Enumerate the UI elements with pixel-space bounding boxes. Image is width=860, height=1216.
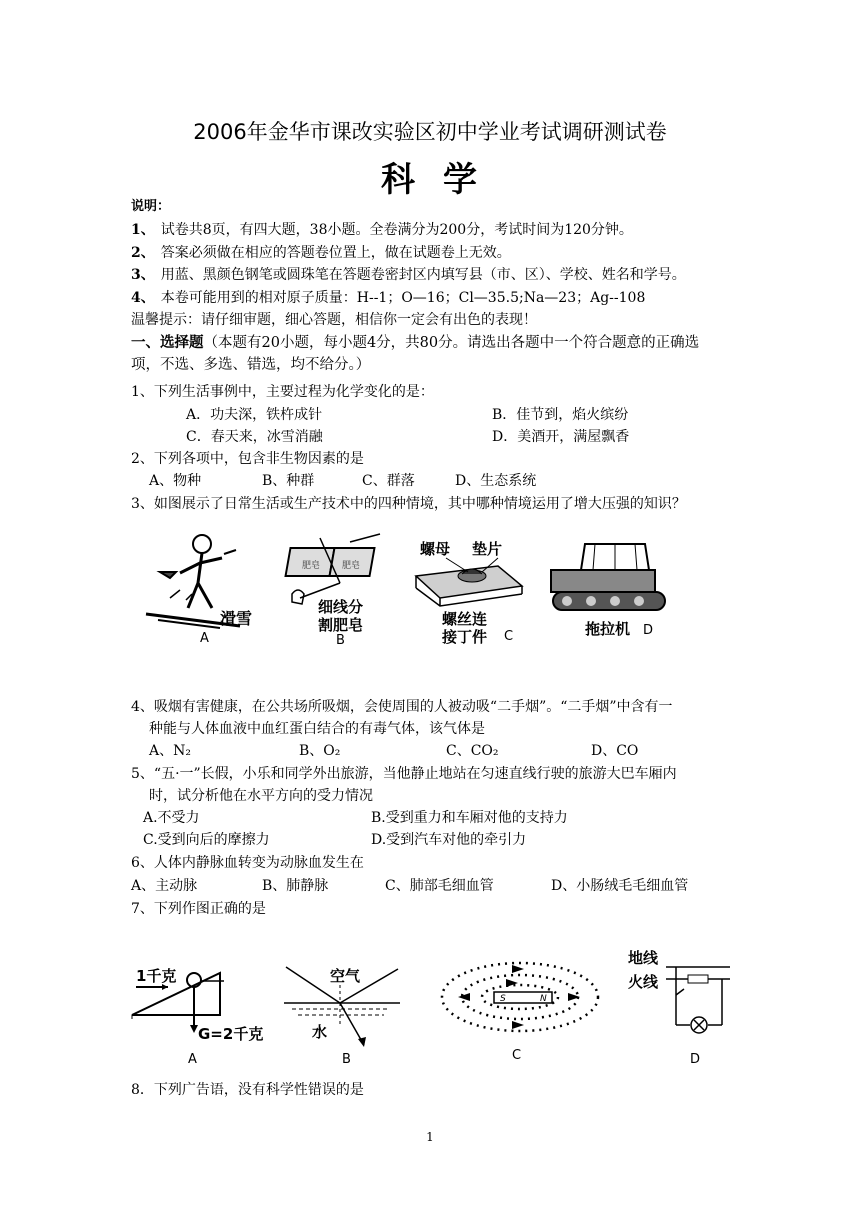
q1-option-d: D．美酒开，满屋飘香 [492,429,630,445]
instruction-item: 4、 本卷可能用到的相对原子质量：H--1；O—16；Cl—35.5;Na—23；Ag--108 [131,290,646,306]
q3-d-caption: 拖拉机 [585,620,631,638]
q3-a-caption: 滑雪 [220,609,253,628]
question-7-stem: 7、下列作图正确的是 [131,901,266,917]
section-heading: 一、选择题（本题有20小题，每小题4分，共80分。请选出各题中一个符合题意的正确选 [131,334,700,351]
q7-figure-b [280,955,405,1067]
q7-b-water: 水 [312,1023,328,1041]
q1-option-a: A．功夫深，铁杵成针 [186,407,323,423]
q2-option-d: D、生态系统 [455,473,537,489]
question-4-line-1: 4、吸烟有害健康，在公共场所吸烟，会使周围的人被动吸“二手烟”。“二手烟”中含有一 [131,699,673,715]
question-5-line-2: 时，试分析他在水平方向的受力情况 [149,788,373,804]
q7-b-letter: B [342,1052,351,1067]
instructions-tip: 温馨提示：请仔细审题，细心答题，相信你一定会有出色的表现！ [131,312,537,328]
q5-option-d: D.受到汽车对他的牵引力 [371,832,527,848]
q7-figure-c [436,955,606,1067]
q3-c-letter: C [504,629,514,644]
q3-figure-b [280,528,400,646]
q3-b-letter: B [336,633,345,646]
q7-b-air: 空气 [330,967,361,985]
q5-option-b: B.受到重力和车厢对他的支持力 [371,810,568,826]
question-1-stem: 1、下列生活事例中，主要过程为化学变化的是： [131,384,434,400]
q6-option-d: D、小肠绒毛毛细血管 [551,878,689,894]
question-8-stem: 8．下列广告语，没有科学性错误的是 [131,1082,364,1098]
q6-option-b: B、肺静脉 [262,878,329,894]
q5-option-a: A.不受力 [143,810,200,826]
q4-option-d: D、CO [591,743,639,759]
q4-option-b: B、O₂ [299,743,341,759]
q2-option-a: A、物种 [149,473,202,489]
q3-c-bottom-1: 螺丝连 [442,610,488,628]
q2-option-c: C、群落 [362,473,415,489]
instruction-item: 1、 试卷共8页，有四大题，38小题。全卷满分为200分，考试时间为120分钟。 [131,222,633,238]
question-5-line-1: 5、“五·一”长假，小乐和同学外出旅游，当他静止地站在匀速直线行驶的旅游大巴车厢内 [131,766,677,782]
q3-b-caption-2: 割肥皂 [318,616,364,634]
question-6-stem: 6、人体内静脉血转变为动脉血发生在 [131,855,364,871]
q1-option-b: B．佳节到，焰火缤纷 [492,407,629,423]
q7-c-n: N [540,994,547,1004]
q7-a-bottom: G=2千克 [198,1025,264,1043]
question-2-stem: 2、下列各项中，包含非生物因素的是 [131,451,364,467]
q7-c-letter: C [512,1048,522,1063]
q7-a-letter: A [188,1052,197,1067]
q3-figure-c [412,536,532,646]
q4-option-a: A、N₂ [149,743,191,759]
q3-figure-a [140,528,260,646]
q7-d-ground: 地线 [628,949,659,967]
q7-a-top: 1千克 [136,967,177,985]
instruction-item: 3、 用蓝、黑颜色钢笔或圆珠笔在答题卷密封区内填写县（市、区）、学校、姓名和学号。 [131,267,686,283]
q6-option-c: C、肺部毛细血管 [385,878,494,894]
instructions-heading: 说明： [131,199,171,214]
q3-a-letter: A [200,631,209,646]
section-description: 项，不选、多选、错选，均不给分。） [131,357,371,373]
q4-option-c: C、CO₂ [446,743,499,759]
question-4-line-2: 种能与人体血液中血红蛋白结合的有毒气体，该气体是 [149,721,485,737]
q3-d-letter: D [643,623,654,638]
q2-option-b: B、种群 [262,473,315,489]
question-3-stem: 3、如图展示了日常生活或生产技术中的四种情境，其中哪种情境运用了增大压强的知识？ [131,496,686,512]
subject-title: 科学 [381,160,505,200]
q7-figure-a [128,955,268,1067]
exam-title: 2006年金华市课改实验区初中学业考试调研测试卷 [193,120,667,144]
q7-d-live: 火线 [628,973,659,991]
q3-c-top-2: 垫片 [472,540,503,558]
q3-c-bottom-2: 接丁件 [442,628,488,646]
instruction-item: 2、 答案必须做在相应的答题卷位置上，做在试题卷上无效。 [131,245,511,261]
svg-text:肥皂: 肥皂 [342,561,361,571]
q7-d-letter: D [690,1052,701,1067]
q7-figure-d [626,945,736,1067]
q3-figure-d [545,540,675,640]
q3-b-caption-1: 细线分 [318,598,364,616]
q1-option-c: C．春天来，冰雪消融 [186,429,323,445]
page-number: 1 [426,1130,434,1144]
q6-option-a: A、主动脉 [131,878,198,894]
q3-c-top-1: 螺母 [420,540,451,558]
svg-text:肥皂: 肥皂 [302,561,321,571]
q7-c-s: S [500,994,506,1004]
q5-option-c: C.受到向后的摩擦力 [143,832,270,848]
